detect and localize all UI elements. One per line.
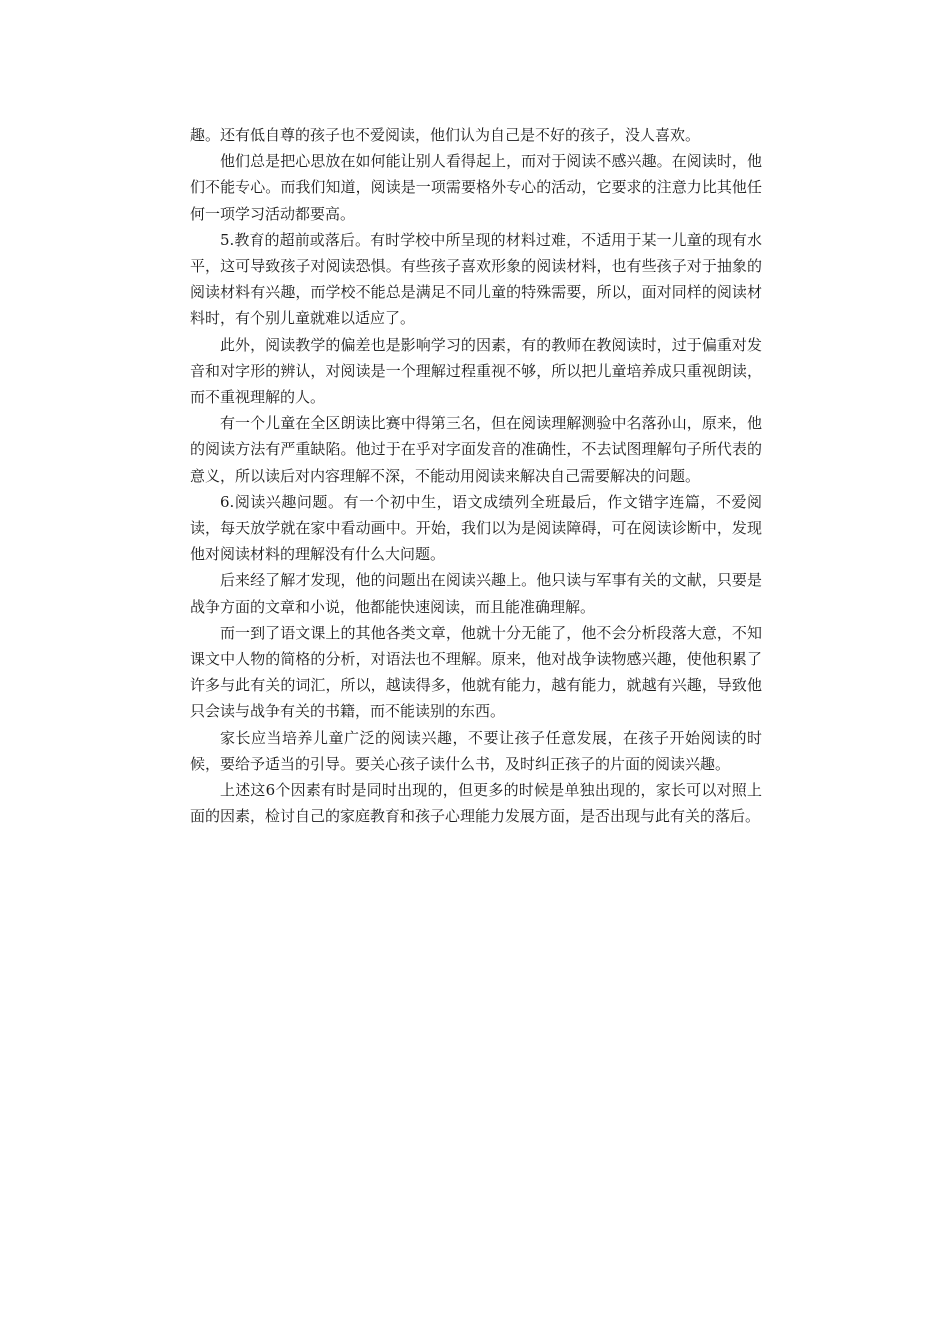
document-body [190, 122, 762, 829]
paragraph: 有一个儿童在全区朗读比赛中得第三名，但在阅读理解测验中名落孙山，原来，他的阅读方法有严重缺陷。他过于在乎对字面发音的准确性，不去试图理解句子所代表的意义，所以读后对内容理解不深，不能动用阅读来解决自己需要解决的问题。 [190, 414, 762, 485]
paragraph: 他们总是把心思放在如何能让别人看得起上，而对于阅读不感兴趣。在阅读时，他们不能专心。而我们知道，阅读是一项需要格外专心的活动，它要求的注意力比其他任何一项学习活动都要高。 [190, 152, 762, 223]
paragraph: 后来经了解才发现，他的问题出在阅读兴趣上。他只读与军事有关的文献，只要是战争方面的文章和小说，他都能快速阅读，而且能准确理解。 [190, 571, 762, 616]
paragraph: 家长应当培养儿童广泛的阅读兴趣，不要让孩子任意发展，在孩子开始阅读的时候，要给予适当的引导。要关心孩子读什么书，及时纠正孩子的片面的阅读兴趣。 [190, 728, 762, 773]
paragraph: 而一到了语文课上的其他各类文章，他就十分无能了，他不会分析段落大意，不知课文中人物的简格的分析，对语法也不理解。原来，他对战争读物感兴趣，使他积累了许多与此有关的词汇，所以，越读得多，他就有能力，越有能力，就越有兴趣，导致他只会读与战争有关的书籍，而不能读别的东西。 [190, 623, 762, 721]
paragraph: 6.阅读兴趣问题。有一个初中生，语文成绩列全班最后，作文错字连篇，不爱阅读，每天放学就在家中看动画中。开始，我们以为是阅读障碍，可在阅读诊断中，发现他对阅读材料的理解没有什么大问题。 [190, 492, 762, 564]
paragraph: 此外，阅读教学的偏差也是影响学习的因素，有的教师在教阅读时，过于偏重对发音和对字形的辨认，对阅读是一个理解过程重视不够，所以把儿童培养成只重视朗读，而不重视理解的人。 [190, 335, 762, 407]
paragraph: 趣。还有低自尊的孩子也不爱阅读，他们认为自己是不好的孩子，没人喜欢。 [190, 126, 701, 144]
paragraph: 上述这6个因素有时是同时出现的，但更多的时候是单独出现的，家长可以对照上面的因素，检讨自己的家庭教育和孩子心理能力发展方面，是否出现与此有关的落后。 [190, 781, 762, 826]
paragraph: 5.教育的超前或落后。有时学校中所呈现的材料过难，不适用于某一儿童的现有水平，这可导致孩子对阅读恐惧。有些孩子喜欢形象的阅读材料，也有些孩子对于抽象的阅读材料有兴趣，而学校不能总是满足不同儿童的特殊需要，所以，面对同样的阅读材料时，有个别儿童就难以适应了。 [190, 230, 762, 328]
